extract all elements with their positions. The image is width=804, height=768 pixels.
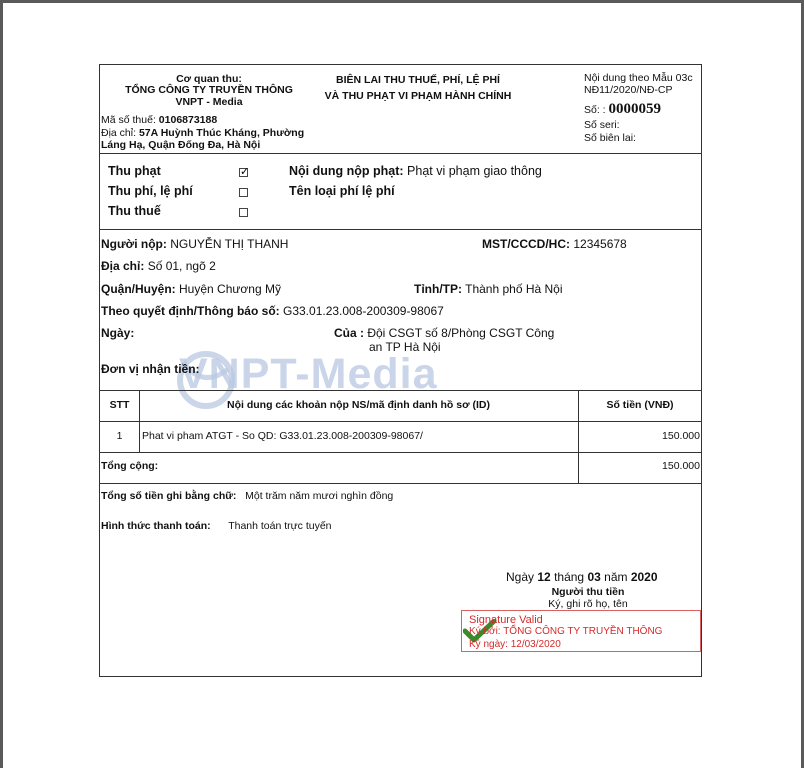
viewer-top-edge	[0, 0, 804, 3]
tax-checkbox[interactable]	[239, 208, 248, 217]
agency-address-line: Địa chỉ: 57A Huỳnh Thúc Kháng, Phường	[101, 127, 305, 139]
payer-province-line: Tỉnh/TP: Thành phố Hà Nội	[414, 282, 563, 296]
receiving-unit-label: Đơn vị nhận tiền:	[101, 362, 200, 376]
row-content: Phat vi pham ATGT - So QD: G33.01.23.008-200309-98067/	[142, 430, 423, 442]
signature-status: Signature Valid	[469, 614, 543, 626]
tax-code-line: Mã số thuế: 0106873188	[101, 114, 218, 126]
form-template-line1: Nội dung theo Mẫu 03c	[584, 72, 693, 84]
receipt-title-line2: VÀ THU PHẠT VI PHẠM HÀNH CHÍNH	[324, 90, 512, 102]
receipt-no-label: Số biên lai:	[584, 132, 636, 144]
table-header-line	[100, 421, 701, 422]
issuer-line: Của : Đội CSGT số 8/Phòng CSGT Công	[334, 326, 555, 340]
issuer-line2: an TP Hà Nội	[369, 340, 441, 354]
table-row-line	[100, 452, 701, 453]
payer-id-line: MST/CCCD/HC: 12345678	[482, 237, 627, 251]
agency-address-line2: Láng Hạ, Quận Đống Đa, Hà Nội	[101, 139, 261, 151]
divider-header	[100, 153, 701, 154]
receipt-number-line: Số: : 0000059	[584, 101, 662, 117]
serial-label: Số seri:	[584, 119, 620, 131]
amount-in-words: Một trăm năm mươi nghìn đồng	[245, 490, 394, 502]
signature-signer: TỔNG CÔNG TY TRUYỀN THÔNG	[503, 626, 663, 637]
col-header-amount: Số tiền (VNĐ)	[606, 399, 674, 411]
signature-date: 12/03/2020	[510, 639, 561, 650]
tax-code: 0106873188	[158, 114, 218, 126]
col-header-content: Nội dung các khoản nộp NS/mã định danh hồ sơ (ID)	[227, 399, 490, 411]
category-fee-label: Thu phí, lệ phí	[108, 184, 193, 198]
payment-method: Thanh toán trực tuyến	[228, 520, 332, 532]
payer-address-line: Địa chỉ: Số 01, ngõ 2	[101, 259, 216, 273]
payment-method-line: Hình thức thanh toán: Thanh toán trực tuyến	[101, 520, 332, 532]
payer-district-line: Quận/Huyện: Huyện Chương Mỹ	[101, 282, 281, 296]
fine-content-line: Nội dung nộp phạt: Phạt vi phạm giao thông	[289, 164, 542, 178]
fee-checkbox[interactable]	[239, 188, 248, 197]
decision-line: Theo quyết định/Thông báo số: G33.01.23.008-200309-98067	[101, 304, 444, 318]
divider-categories	[100, 229, 701, 230]
receipt-number: 0000059	[608, 101, 662, 117]
row-amount: 150.000	[662, 430, 700, 442]
decision-number: G33.01.23.008-200309-98067	[283, 304, 444, 318]
fine-content-value: Phạt vi phạm giao thông	[407, 164, 542, 178]
fee-name-label: Tên loại phí lệ phí	[289, 184, 395, 198]
agency-address: 57A Huỳnh Thúc Kháng, Phường	[138, 127, 305, 139]
table-top-line	[100, 390, 701, 391]
payer-name-line: Người nộp: NGUYỄN THỊ THANH	[101, 237, 289, 251]
agency-label: Cơ quan thu:	[176, 73, 242, 85]
signing-date: Ngày 12 tháng 03 năm 2020	[506, 570, 658, 584]
signature-signer-line: Ký bởi: TỔNG CÔNG TY TRUYỀN THÔNG	[469, 626, 663, 637]
agency-short-name: VNPT - Media	[175, 96, 243, 108]
viewer-left-edge	[0, 0, 3, 768]
form-template-line2: NĐ11/2020/NĐ-CP	[584, 84, 673, 96]
total-label: Tổng cộng:	[101, 460, 159, 472]
fine-checkbox[interactable]: ✓	[240, 166, 250, 178]
payer-district: Huyện Chương Mỹ	[179, 282, 281, 296]
collector-label: Người thu tiền	[551, 586, 625, 598]
total-amount: 150.000	[662, 460, 700, 472]
table-total-line	[100, 483, 701, 484]
issuer-value: Đội CSGT số 8/Phòng CSGT Công	[367, 326, 555, 340]
payer-id: 12345678	[573, 237, 627, 251]
payer-name: NGUYỄN THỊ THANH	[170, 237, 289, 251]
col-header-stt: STT	[109, 399, 130, 411]
category-fine-label: Thu phạt	[108, 164, 161, 178]
payer-address: Số 01, ngõ 2	[147, 259, 216, 273]
receipt-title-line1: BIÊN LAI THU THUẾ, PHÍ, LỆ PHÍ	[336, 74, 500, 86]
row-stt: 1	[116, 430, 123, 442]
sign-hint: Ký, ghi rõ họ, tên	[548, 598, 628, 610]
agency-name: TỔNG CÔNG TY TRUYỀN THÔNG	[125, 84, 293, 96]
payer-province: Thành phố Hà Nội	[465, 282, 563, 296]
signature-date-line: Ký ngày: 12/03/2020	[469, 639, 561, 650]
watermark-text: VNPT-Media	[179, 350, 438, 398]
date-label: Ngày:	[101, 326, 135, 340]
amount-in-words-line: Tổng số tiền ghi bằng chữ: Một trăm năm mươi nghìn đồng	[101, 490, 394, 502]
category-tax-label: Thu thuế	[108, 204, 161, 218]
